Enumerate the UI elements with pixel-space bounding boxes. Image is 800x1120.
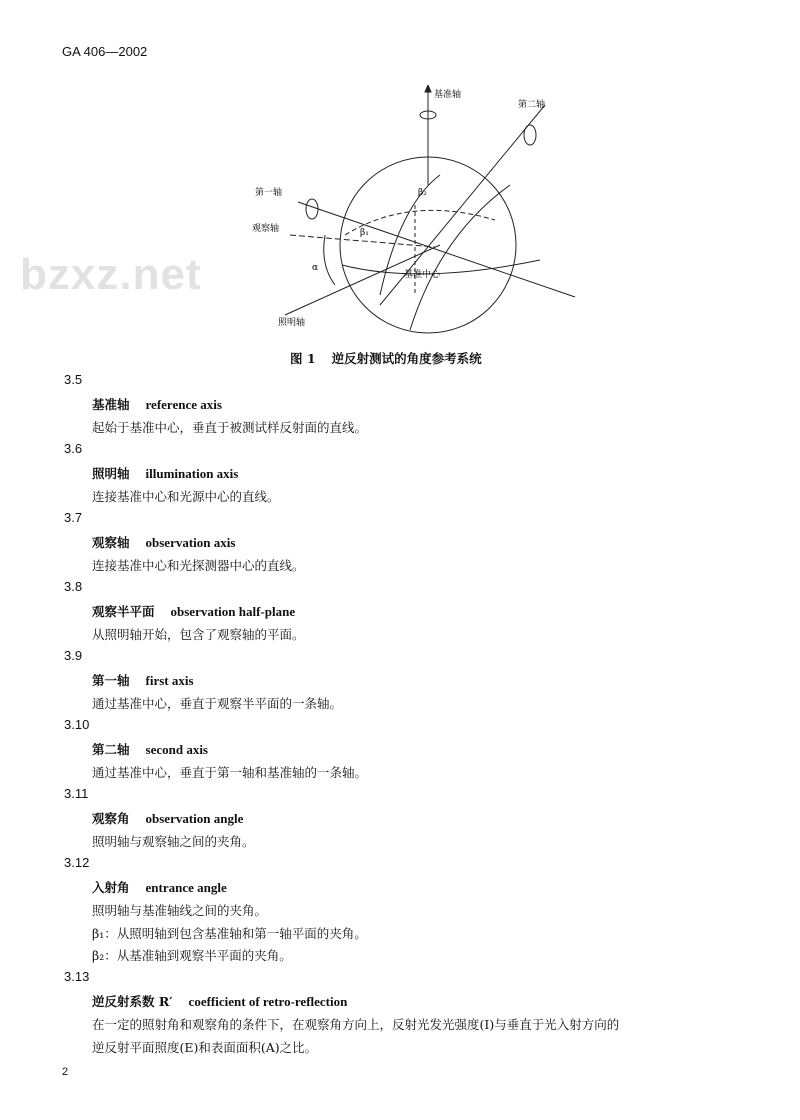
term-heading (92, 671, 194, 689)
observation-axis-label: 观察轴 (252, 224, 280, 234)
definition-text: 通过基准中心，垂直于观察半平面的一条轴。 (92, 696, 343, 711)
definition-text: 逆反射平面照度(E)和表面面积(A)之比。 (92, 1039, 318, 1055)
term-heading (92, 464, 238, 482)
second-axis-label: 第二轴 (518, 100, 546, 110)
alpha-label: α (312, 263, 319, 273)
term-heading (92, 395, 222, 413)
term-heading (92, 878, 227, 896)
reference-axis-label: 基准轴 (434, 90, 462, 100)
term-zh: 入射角 (92, 880, 130, 895)
term-en: entrance angle (145, 880, 227, 895)
term-zh: 基准轴 (92, 397, 130, 412)
illumination-axis-label: 照明轴 (278, 318, 306, 328)
angle-reference-diagram (250, 85, 580, 345)
term-zh: 观察半平面 (92, 604, 155, 619)
beta1-label: β₁ (360, 228, 369, 238)
caption-text: 逆反射测试的角度参考系统 (331, 351, 482, 366)
standard-number-header: GA 406—2002 (62, 44, 148, 59)
term-zh: 第二轴 (92, 742, 130, 757)
first-axis-label: 第一轴 (255, 188, 283, 198)
section-number: 3.9 (64, 648, 83, 663)
definition-text: β₂：从基准轴到观察半平面的夹角。 (92, 948, 292, 963)
term-zh: 观察角 (92, 811, 130, 826)
term-en: reference axis (145, 397, 222, 412)
reference-center-label: 基准中心 (404, 270, 441, 280)
section-number: 3.12 (64, 855, 90, 870)
term-en: observation half-plane (170, 604, 296, 619)
term-en: coefficient of retro-reflection (188, 994, 348, 1009)
term-heading (92, 533, 235, 551)
page-number: 2 (62, 1066, 69, 1078)
figure-caption (290, 349, 482, 367)
term-heading (92, 992, 347, 1010)
caption-number: 图 1 (290, 351, 316, 366)
term-heading (92, 809, 243, 827)
beta2-label: β₂ (418, 188, 427, 198)
definition-text: 在一定的照射角和观察角的条件下，在观察角方向上，反射光发光强度(I)与垂直于光入射方向的 (92, 1017, 620, 1032)
term-zh: 观察轴 (92, 535, 130, 550)
term-heading (92, 740, 208, 758)
definition-text: 通过基准中心，垂直于第一轴和基准轴的一条轴。 (92, 765, 368, 780)
section-number: 3.5 (64, 372, 83, 387)
term-zh: 逆反射系数 R′ (92, 994, 173, 1009)
definition-text: 连接基准中心和光探测器中心的直线。 (92, 558, 305, 573)
definition-text: 照明轴与基准轴线之间的夹角。 (92, 903, 268, 918)
term-en: illumination axis (145, 466, 239, 481)
term-en: observation angle (145, 811, 244, 826)
definition-text: 连接基准中心和光源中心的直线。 (92, 489, 280, 504)
term-zh: 照明轴 (92, 466, 130, 481)
section-number: 3.13 (64, 969, 90, 984)
definition-text: 照明轴与观察轴之间的夹角。 (92, 834, 255, 849)
term-en: second axis (145, 742, 208, 757)
section-number: 3.8 (64, 579, 83, 594)
term-en: observation axis (145, 535, 236, 550)
term-zh: 第一轴 (92, 673, 130, 688)
definition-text: 起始于基准中心，垂直于被测试样反射面的直线。 (92, 420, 368, 435)
section-number: 3.11 (64, 786, 89, 801)
section-number: 3.7 (64, 510, 83, 525)
definition-text: 从照明轴开始，包含了观察轴的平面。 (92, 627, 305, 642)
term-en: first axis (145, 673, 194, 688)
term-heading (92, 602, 295, 620)
watermark: bzxz.net (20, 250, 202, 299)
section-number: 3.6 (64, 441, 83, 456)
section-number: 3.10 (64, 717, 90, 732)
definition-text: β₁：从照明轴到包含基准轴和第一轴平面的夹角。 (92, 925, 367, 941)
first-axis-line (298, 202, 575, 297)
